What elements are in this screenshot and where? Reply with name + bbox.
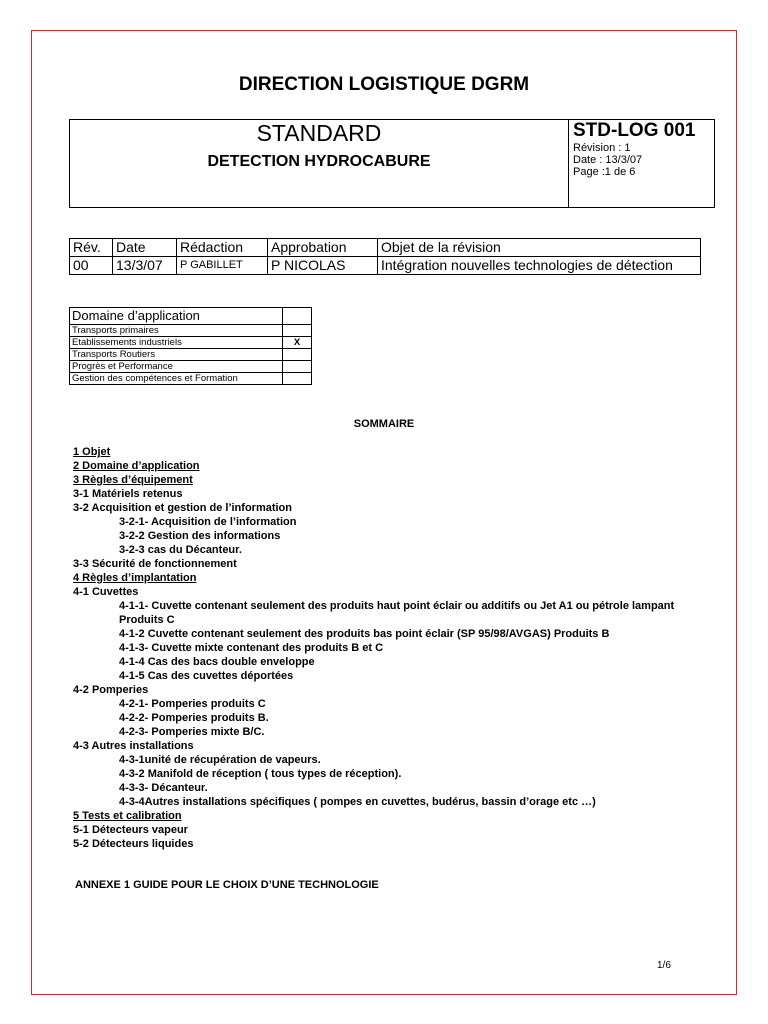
domain-row [70,373,312,385]
col-objet: Objet de la révision [378,239,701,257]
toc-line [73,795,703,809]
toc-line [73,543,703,557]
domain-table [69,307,312,385]
toc-line [73,711,703,725]
cell-redaction: P GABILLET [177,257,268,275]
toc-line-text: 3-2-3 cas du Décanteur. [119,544,242,556]
document-code: STD-LOG 001 [573,120,696,141]
annex-line: ANNEXE 1 GUIDE POUR LE CHOIX D’UNE TECHNOLOGIE [75,879,379,891]
toc-line [73,641,703,655]
toc-line [73,557,703,571]
domain-label: Gestion des compétences et Formation [70,373,283,385]
domain-label: Progrès et Performance [70,361,283,373]
toc-line [73,473,703,487]
toc-line-text: 4-1-1- Cuvette contenant seulement des produits haut point éclair ou additifs ou Jet A1 ou pétrole lampant Produits C [119,600,675,626]
toc-line-text: 4-3-3- Décanteur. [119,782,208,794]
toc-line-text: 4-1-4 Cas des bacs double enveloppe [119,656,315,668]
col-rev: Rév. [70,239,113,257]
domain-mark [283,361,312,373]
toc-line-text: 4-1 Cuvettes [73,586,139,598]
domain-row [70,361,312,373]
toc-line-text: 3-2-1- Acquisition de l’information [119,516,297,528]
cell-date: 13/3/07 [113,257,177,275]
toc-line-text: 4 Règles d’implantation [73,572,197,584]
toc-line-text: 5 Tests et calibration [73,810,182,822]
domain-mark: X [283,337,312,349]
toc-line-text: 4-2-1- Pomperies produits C [119,698,266,710]
toc-line-text: 3-2-2 Gestion des informations [119,530,281,542]
cell-rev: 00 [70,257,113,275]
toc-line-text: 4-1-3- Cuvette mixte contenant des produits B et C [119,642,384,654]
header-left-cell [70,120,569,207]
toc-line [73,823,703,837]
col-redaction: Rédaction [177,239,268,257]
toc-line-text: 2 Domaine d’application [73,460,200,472]
header-box [69,119,715,208]
domain-mark [283,325,312,337]
toc-line [73,627,703,641]
toc-line-text: 4-3-2 Manifold de réception ( tous types de réception). [119,768,402,780]
toc-line [73,487,703,501]
revision-table [69,238,701,275]
table-of-contents [73,445,703,851]
document-date: Date : 13/3/07 [573,154,643,166]
document-title: DIRECTION LOGISTIQUE DGRM [238,74,530,95]
revision-table-header [70,239,701,257]
col-date: Date [113,239,177,257]
page-count: Page :1 de 6 [573,166,636,178]
revision-table-row [70,257,701,275]
toc-line-text: 4-3-4Autres installations spécifiques ( pompes en cuvettes, budérus, bassin d’orage etc …) [119,796,596,808]
toc-line [73,445,703,459]
toc-line-text: 4-2-3- Pomperies mixte B/C. [119,726,265,738]
toc-line [73,669,703,683]
subject-label: DETECTION HYDROCABURE [207,153,431,170]
domain-label: Etablissements industriels [70,337,283,349]
domain-row [70,337,312,349]
toc-line [73,571,703,585]
toc-line [73,809,703,823]
toc-line [73,753,703,767]
cell-objet: Intégration nouvelles technologies de détection [378,257,701,275]
toc-line-text: 3 Règles d’équipement [73,474,193,486]
domain-mark [283,373,312,385]
toc-line [73,697,703,711]
domain-header-mark [283,308,312,325]
toc-line-text: 4-3 Autres installations [73,740,194,752]
toc-line [73,683,703,697]
domain-label: Transports Routiers [70,349,283,361]
toc-line [73,725,703,739]
toc-line [73,739,703,753]
domain-row [70,325,312,337]
toc-line-text: 5-1 Détecteurs vapeur [73,824,188,836]
toc-line [73,515,703,529]
toc-line [73,529,703,543]
toc-line [73,781,703,795]
page-number: 1/6 [657,960,671,971]
toc-line-text: 4-1-2 Cuvette contenant seulement des produits bas point éclair (SP 95/98/AVGAS) Produits B [119,628,610,640]
toc-line-text: 1 Objet [73,446,111,458]
revision-number: Révision : 1 [573,142,631,154]
toc-line-text: 4-3-1unité de récupération de vapeurs. [119,754,321,766]
toc-line [73,655,703,669]
domain-header-label: Domaine d’application [70,308,283,325]
cell-approbation: P NICOLAS [268,257,378,275]
toc-line [73,767,703,781]
toc-line-text: 3-2 Acquisition et gestion de l’information [73,502,292,514]
toc-line [73,599,703,627]
toc-line-text: 3-3 Sécurité de fonctionnement [73,558,237,570]
toc-line-text: 4-2 Pomperies [73,684,149,696]
toc-line-text: 3-1 Matériels retenus [73,488,183,500]
toc-line [73,585,703,599]
col-approbation: Approbation [268,239,378,257]
domain-mark [283,349,312,361]
standard-label: STANDARD [256,120,382,146]
toc-line-text: 4-1-5 Cas des cuvettes déportées [119,670,294,682]
toc-line [73,837,703,851]
domain-label: Transports primaires [70,325,283,337]
toc-line [73,459,703,473]
toc-line-text: 4-2-2- Pomperies produits B. [119,712,269,724]
domain-row [70,349,312,361]
header-right-cell [569,120,714,207]
sommaire-title: SOMMAIRE [353,418,415,430]
toc-line-text: 5-2 Détecteurs liquides [73,838,194,850]
toc-line [73,501,703,515]
domain-table-header [70,308,312,325]
